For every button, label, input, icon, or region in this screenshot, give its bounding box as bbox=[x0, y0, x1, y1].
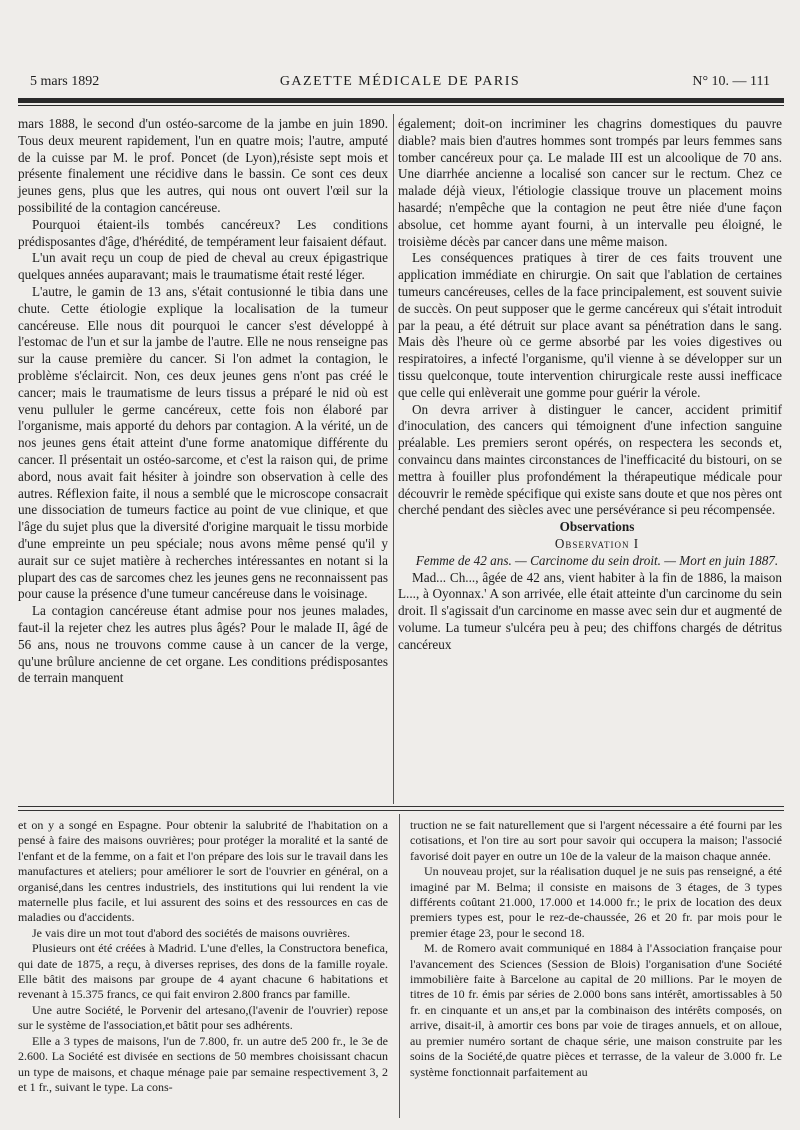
paragraph: Plusieurs ont été créées à Madrid. L'une d'elles, la Constructora benefica, qui date de 1875, a reçu, à diverses reprises, des dons de la famille royale. Elle bâtit des maisons par groupe de 4 ayant chacune 6 habitations et revenant à 15.375 francs, ce qui fait environ 2.800 francs par famille. bbox=[18, 941, 388, 1002]
header-rule-thick bbox=[18, 98, 784, 103]
paragraph: Les conséquences pratiques à tirer de ces faits trouvent une application immédiate en chirurgie. On sait que l'ablation de certaines tumeurs cancéreuses, celles de la face principalement, est souvent suivie de succès. On peut supposer que le germe cancéreux qui s'était introduit par la peau, a été détruit sur place avant sa pénétration dans le sang. Mais dès l'heure où ce germe absorbé par les voies digestives ou respiratoires, a infecté l'organisme, qu'il vienne à se développer sur un tissu quelconque, toute intervention chirurgicale reste aussi inefficace que celle qui enlèverait une gomme pour guérir la vérole. bbox=[398, 250, 782, 400]
header-rule-thin bbox=[18, 105, 784, 106]
paragraph: mars 1888, le second d'un ostéo-sarcome de la jambe en juin 1890. Tous deux meurent rapidement, l'un en quatre mois; l'autre, amputé de la cuisse par M. le prof. Poncet (de Lyon),résiste sept mois et présente finalement une récidive dans le bassin. Ce sont ces deux jeunes gens, plus que les autres, qui nous ont ouvert l'œil sur la possibilité de la contagion cancéreuse. bbox=[18, 116, 388, 215]
paragraph: M. de Romero avait communiqué en 1884 à l'Association française pour l'avancement des Sciences (Session de Blois) l'organisation d'une Société immobilière faite à Barcelone au capital de 20 millions. Par le moyen de titres de 10 fr. émis par séries de 2.000 bons sans intérêt, amortissables à 50 fr. en cinquante et un ans,et par la combinaison des intérêts composés, on arrive, disait-il, à amortir ces bons par voie de tirages annuels, et on alloue, au premier numéro sortant de chaque série, une maison construite par les soins de la Société,de quatre pièces et terrasse, de la valeur de 3.000 fr. Le système fonctionnait parfaitement au bbox=[410, 941, 782, 1079]
paragraph: La contagion cancéreuse étant admise pour nos jeunes malades, faut-il la rejeter chez les autres plus âgés? Pour le malade II, âgé de 56 ans, nous ne trouvons comme cause à un cancer de la verge, qu'une brûlure ancienne de cet organe. Les conditions prédisposantes de terrain manquent bbox=[18, 603, 388, 686]
header-title: GAZETTE MÉDICALE DE PARIS bbox=[279, 74, 521, 89]
paragraph: également; doit-on incriminer les chagrins domestiques du pauvre diable? mais bien d'autres hommes sont trompés par leurs femmes sans tomber cancéreux pour ça. Le malade III est un alcoolique de 70 ans. Une diarrhée ancienne a localisé son cancer sur le rectum. Chez ce malade déjà vieux, l'étiologie classique trouve un placement moins hasardé; n'empêche que la contagion ne peut être niée d'une façon absolue, cet homme ayant fourni, à un intervalle peu éloigné, le troisième décès par cancer dans une même maison. bbox=[398, 116, 782, 249]
header-date: 5 mars 1892 bbox=[30, 74, 100, 89]
section-divider bbox=[18, 806, 784, 807]
column-divider-bottom bbox=[399, 814, 400, 1118]
paragraph: On devra arriver à distinguer le cancer, accident primitif d'inoculation, des cancers qui témoignent d'une infection sanguine préalable. Les premiers seront opérés, on respectera les seconds et, convaincu dans maintes circonstances de l'inefficacité du bistouri, on se mettra à fouiller plus profondément la thérapeutique médicale pour découvrir le remède spécifique qui existe sans doute et que nos pères ont cherché pendant des siècles avec une persévérance si peu récompensée. bbox=[398, 401, 782, 518]
column-bottom-left bbox=[18, 818, 388, 1118]
paragraph: Un nouveau projet, sur la réalisation duquel je ne suis pas renseigné, a été imaginé par M. Belma; il consiste en maisons de 3 étages, de 3 types différents coûtant 21.000, 17.000 et 14.000 fr.; le prix de location des deux premiers types est, pour le rez-de-chaussée, 26 et 20 fr. par mois pour le premier étage 23, pour le second 18. bbox=[410, 864, 782, 940]
paragraph: Mad... Ch..., âgée de 42 ans, vient habiter à la fin de 1886, la maison L..., à Oyonnax.' A son arrivée, elle était atteinte d'un carcinome du sein droit. Il s'agissait d'un carcinome en masse avec sein dur et augmenté de volume. La tumeur s'ulcéra peu à peu; des chiffons chargés de détritus cancéreux bbox=[398, 569, 782, 652]
column-bottom-right bbox=[410, 818, 782, 1118]
paragraph: Je vais dire un mot tout d'abord des sociétés de maisons ouvrières. bbox=[32, 925, 351, 940]
page-header bbox=[30, 74, 770, 98]
observation-description: Femme de 42 ans. — Carcinome du sein droit. — Mort en juin 1887. bbox=[415, 552, 779, 568]
column-top-right bbox=[398, 116, 782, 804]
observation-subheading: Observation I bbox=[554, 535, 640, 551]
paragraph: Une autre Société, le Porvenir del artesano,(l'avenir de l'ouvrier) repose sur le système de l'association,et bâtit pour ses adhérents. bbox=[18, 1002, 388, 1033]
paragraph: et on y a songé en Espagne. Pour obtenir la salubrité de l'habitation on a pensé à faire des maisons ouvrières; pour protéger la moralité et la santé de l'enfant et de la femme, on a fait et l'on prépare des lois sur le travail dans les manufactures et ateliers; pour améliorer le sort de l'ouvrier en général, on a organisé,dans les centres industriels, des institutions qui lui rendent la vie maternelle plus facile, et lui assurent des soins et des ressources en cas de maladies ou d'accidents. bbox=[18, 818, 388, 925]
paragraph: L'un avait reçu un coup de pied de cheval au creux épigastrique quelques années auparavant; mais le traumatisme était resté léger. bbox=[18, 250, 388, 283]
paragraph: truction ne se fait naturellement que si l'argent nécessaire a été fourni par les cotisations, et l'on tire au sort pour savoir qui occupera la maison; l'associé favorisé doit payer en outre un 10e de la valeur de la maison chaque année. bbox=[410, 818, 782, 863]
header-page-number: N° 10. — 111 bbox=[692, 74, 770, 89]
column-top-left bbox=[18, 116, 388, 804]
observations-heading: Observations bbox=[559, 519, 635, 535]
section-divider-2 bbox=[18, 810, 784, 811]
paragraph: Elle a 3 types de maisons, l'un de 7.800, fr. un autre de5 200 fr., le 3e de 2.600. La Société est divisée en sections de 50 membres choisissant chacun un type de maisons, et chaque ménage paie par semaine respectivement 3, 2 et 1 fr., suivant le type. La cons- bbox=[18, 1033, 388, 1094]
paragraph: Pourquoi étaient-ils tombés cancéreux? Les conditions prédisposantes d'âge, d'hérédité, de tempérament leur faisaient défaut. bbox=[18, 216, 388, 249]
paragraph: L'autre, le gamin de 13 ans, s'était contusionné le tibia dans une chute. Cette étiologie explique la localisation de la tumeur cancéreuse. Elle nous dit pourquoi le cancer s'est développé à l'estomac de l'un et sur la jambe de l'autre. Elle ne nous renseigne pas sur la cause première du cancer. Si l'on admet la contagion, le problème s'éclaircit. Non, ces deux jeunes gens n'ont pas créé le cancer; mais le traumatisme de leurs tissus a préparé le nid où est venu pulluler le germe cancéreux, cette fois non élaboré par l'organisme, mais apporté du dehors par contagion. A la vérité, un de nos jeunes gens était atteint d'une forme anatomique différente du cancer. Il présentait un ostéo-sarcome, et c'est la raison qui, de prime abord, nous avait fait hésiter à joindre son observation à celle des autres. Réflexion faite, il nous a semblé que le microscope consacrait une dissociation de tumeurs factice au point de vue clinique, et que l'âge du sujet plus que la diversité d'origine marquait le tissu morbide d'une empreinte un peu spéciale; nous avons même pensé qu'il y aurait sur ce sujet matière à recherches intéressantes en notant si la plupart des cas de sarcomes chez les jeunes gens ne reconnaissent pas pour cause la présence d'une tumeur cancéreuse dans le voisinage. bbox=[18, 283, 388, 602]
column-divider-top bbox=[393, 114, 394, 804]
